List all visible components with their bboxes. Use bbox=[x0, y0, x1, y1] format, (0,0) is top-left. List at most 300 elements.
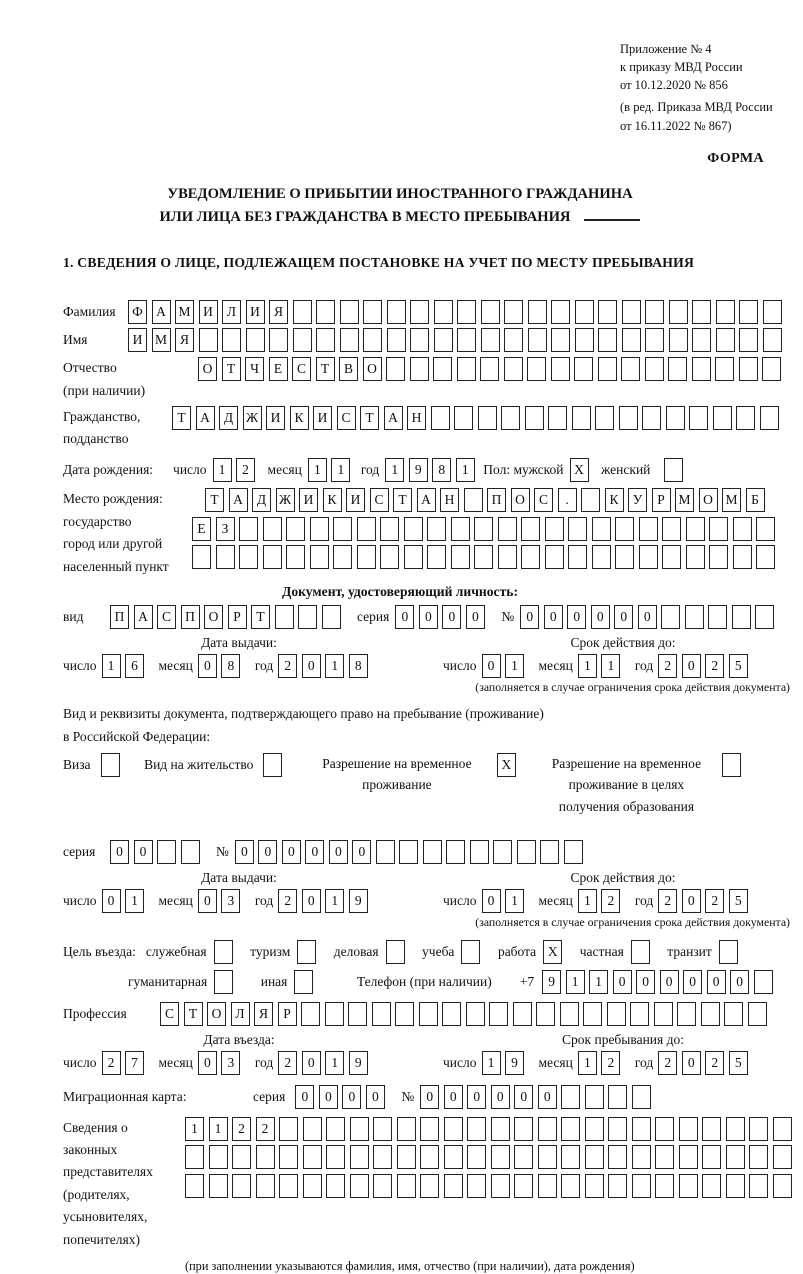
char-cell[interactable] bbox=[632, 1174, 651, 1198]
char-cell[interactable]: 2 bbox=[705, 889, 724, 913]
char-cell[interactable]: 2 bbox=[705, 654, 724, 678]
char-cell[interactable]: М bbox=[175, 300, 194, 324]
char-cell[interactable] bbox=[669, 300, 688, 324]
char-cell[interactable]: Т bbox=[393, 488, 412, 512]
char-cell[interactable] bbox=[661, 605, 680, 629]
char-cell[interactable]: 0 bbox=[302, 889, 321, 913]
char-cell[interactable]: 0 bbox=[482, 889, 501, 913]
char-cell[interactable] bbox=[632, 1117, 651, 1141]
char-cell[interactable] bbox=[498, 517, 517, 541]
char-cell[interactable] bbox=[538, 1174, 557, 1198]
char-cell[interactable] bbox=[685, 605, 704, 629]
char-cell[interactable]: 7 bbox=[125, 1051, 144, 1075]
char-cell[interactable]: А bbox=[134, 605, 153, 629]
char-cell[interactable] bbox=[376, 840, 395, 864]
char-cell[interactable] bbox=[263, 545, 282, 569]
char-cell[interactable] bbox=[645, 357, 664, 381]
char-cell[interactable] bbox=[749, 1145, 768, 1169]
char-cell[interactable]: 1 bbox=[505, 654, 524, 678]
char-cell[interactable] bbox=[491, 1145, 510, 1169]
char-cell[interactable] bbox=[645, 300, 664, 324]
char-cell[interactable] bbox=[692, 357, 711, 381]
char-cell[interactable] bbox=[561, 1145, 580, 1169]
char-cell[interactable]: С bbox=[370, 488, 389, 512]
char-cell[interactable]: И bbox=[266, 406, 285, 430]
char-cell[interactable]: А bbox=[384, 406, 403, 430]
char-cell[interactable] bbox=[444, 1117, 463, 1141]
char-cell[interactable] bbox=[517, 840, 536, 864]
char-cell[interactable]: Л bbox=[222, 300, 241, 324]
char-cell[interactable] bbox=[303, 1117, 322, 1141]
char-cell[interactable] bbox=[326, 1117, 345, 1141]
char-cell[interactable] bbox=[583, 1002, 602, 1026]
char-cell[interactable]: И bbox=[246, 300, 265, 324]
char-cell[interactable] bbox=[316, 328, 335, 352]
char-cell[interactable] bbox=[420, 1117, 439, 1141]
tourism-checkbox[interactable] bbox=[297, 940, 316, 964]
humanitarian-checkbox[interactable] bbox=[214, 970, 233, 994]
char-cell[interactable]: М bbox=[152, 328, 171, 352]
char-cell[interactable] bbox=[748, 1002, 767, 1026]
char-cell[interactable] bbox=[756, 517, 775, 541]
char-cell[interactable] bbox=[310, 517, 329, 541]
char-cell[interactable] bbox=[419, 1002, 438, 1026]
char-cell[interactable] bbox=[726, 1145, 745, 1169]
char-cell[interactable] bbox=[655, 1117, 674, 1141]
char-cell[interactable] bbox=[386, 357, 405, 381]
char-cell[interactable]: 9 bbox=[409, 458, 428, 482]
char-cell[interactable] bbox=[504, 328, 523, 352]
char-cell[interactable] bbox=[350, 1174, 369, 1198]
char-cell[interactable] bbox=[357, 517, 376, 541]
char-cell[interactable] bbox=[608, 1145, 627, 1169]
business-checkbox[interactable] bbox=[386, 940, 405, 964]
char-cell[interactable]: 0 bbox=[613, 970, 632, 994]
char-cell[interactable] bbox=[395, 1002, 414, 1026]
char-cell[interactable] bbox=[575, 328, 594, 352]
char-cell[interactable]: 2 bbox=[236, 458, 255, 482]
char-cell[interactable]: 0 bbox=[395, 605, 414, 629]
char-cell[interactable]: 0 bbox=[482, 654, 501, 678]
char-cell[interactable]: Ф bbox=[128, 300, 147, 324]
char-cell[interactable]: И bbox=[299, 488, 318, 512]
sex-female-checkbox[interactable] bbox=[664, 458, 683, 482]
char-cell[interactable]: 1 bbox=[325, 889, 344, 913]
char-cell[interactable]: Т bbox=[205, 488, 224, 512]
char-cell[interactable] bbox=[548, 406, 567, 430]
char-cell[interactable]: Т bbox=[172, 406, 191, 430]
char-cell[interactable]: С bbox=[534, 488, 553, 512]
char-cell[interactable] bbox=[451, 517, 470, 541]
char-cell[interactable] bbox=[679, 1145, 698, 1169]
char-cell[interactable] bbox=[585, 1085, 604, 1109]
char-cell[interactable] bbox=[464, 488, 483, 512]
char-cell[interactable]: 1 bbox=[325, 654, 344, 678]
char-cell[interactable]: 2 bbox=[256, 1117, 275, 1141]
char-cell[interactable] bbox=[749, 1117, 768, 1141]
char-cell[interactable]: Л bbox=[231, 1002, 250, 1026]
char-cell[interactable]: 8 bbox=[221, 654, 240, 678]
char-cell[interactable] bbox=[446, 840, 465, 864]
char-cell[interactable] bbox=[420, 1174, 439, 1198]
char-cell[interactable] bbox=[493, 840, 512, 864]
char-cell[interactable] bbox=[686, 545, 705, 569]
char-cell[interactable]: 3 bbox=[221, 1051, 240, 1075]
char-cell[interactable]: 2 bbox=[278, 1051, 297, 1075]
char-cell[interactable]: 0 bbox=[134, 840, 153, 864]
char-cell[interactable] bbox=[399, 840, 418, 864]
char-cell[interactable] bbox=[545, 545, 564, 569]
char-cell[interactable]: 0 bbox=[235, 840, 254, 864]
char-cell[interactable] bbox=[654, 1002, 673, 1026]
char-cell[interactable] bbox=[525, 406, 544, 430]
char-cell[interactable] bbox=[480, 357, 499, 381]
char-cell[interactable]: Т bbox=[184, 1002, 203, 1026]
char-cell[interactable] bbox=[739, 357, 758, 381]
char-cell[interactable] bbox=[474, 517, 493, 541]
char-cell[interactable] bbox=[209, 1145, 228, 1169]
temporary-residence-checkbox[interactable]: X bbox=[497, 753, 516, 777]
char-cell[interactable]: 8 bbox=[349, 654, 368, 678]
char-cell[interactable]: 1 bbox=[102, 654, 121, 678]
char-cell[interactable] bbox=[444, 1174, 463, 1198]
char-cell[interactable]: Е bbox=[269, 357, 288, 381]
char-cell[interactable] bbox=[325, 1002, 344, 1026]
char-cell[interactable] bbox=[615, 545, 634, 569]
char-cell[interactable] bbox=[592, 545, 611, 569]
char-cell[interactable] bbox=[348, 1002, 367, 1026]
char-cell[interactable] bbox=[639, 545, 658, 569]
char-cell[interactable] bbox=[538, 1145, 557, 1169]
char-cell[interactable] bbox=[716, 300, 735, 324]
char-cell[interactable] bbox=[632, 1145, 651, 1169]
char-cell[interactable]: 0 bbox=[420, 1085, 439, 1109]
char-cell[interactable]: Д bbox=[252, 488, 271, 512]
char-cell[interactable]: 0 bbox=[638, 605, 657, 629]
char-cell[interactable] bbox=[372, 1002, 391, 1026]
char-cell[interactable]: 2 bbox=[232, 1117, 251, 1141]
char-cell[interactable] bbox=[427, 517, 446, 541]
char-cell[interactable] bbox=[662, 517, 681, 541]
char-cell[interactable] bbox=[536, 1002, 555, 1026]
char-cell[interactable] bbox=[726, 1117, 745, 1141]
char-cell[interactable] bbox=[716, 328, 735, 352]
char-cell[interactable] bbox=[551, 300, 570, 324]
char-cell[interactable] bbox=[504, 300, 523, 324]
char-cell[interactable]: А bbox=[417, 488, 436, 512]
char-cell[interactable] bbox=[286, 545, 305, 569]
char-cell[interactable]: 2 bbox=[658, 889, 677, 913]
char-cell[interactable]: 0 bbox=[110, 840, 129, 864]
char-cell[interactable]: 0 bbox=[342, 1085, 361, 1109]
char-cell[interactable] bbox=[702, 1145, 721, 1169]
char-cell[interactable] bbox=[239, 517, 258, 541]
char-cell[interactable] bbox=[773, 1117, 792, 1141]
char-cell[interactable] bbox=[326, 1174, 345, 1198]
char-cell[interactable]: Т bbox=[360, 406, 379, 430]
char-cell[interactable] bbox=[622, 300, 641, 324]
char-cell[interactable]: Д bbox=[219, 406, 238, 430]
char-cell[interactable] bbox=[333, 517, 352, 541]
char-cell[interactable] bbox=[608, 1174, 627, 1198]
char-cell[interactable] bbox=[668, 357, 687, 381]
char-cell[interactable]: 9 bbox=[349, 889, 368, 913]
char-cell[interactable] bbox=[679, 1174, 698, 1198]
char-cell[interactable] bbox=[410, 300, 429, 324]
char-cell[interactable]: 8 bbox=[432, 458, 451, 482]
char-cell[interactable]: 5 bbox=[729, 654, 748, 678]
char-cell[interactable] bbox=[410, 357, 429, 381]
char-cell[interactable] bbox=[702, 1174, 721, 1198]
char-cell[interactable]: Н bbox=[440, 488, 459, 512]
char-cell[interactable]: 1 bbox=[325, 1051, 344, 1075]
char-cell[interactable]: 0 bbox=[567, 605, 586, 629]
char-cell[interactable]: 0 bbox=[682, 889, 701, 913]
char-cell[interactable]: 0 bbox=[682, 1051, 701, 1075]
char-cell[interactable] bbox=[467, 1145, 486, 1169]
char-cell[interactable]: 0 bbox=[198, 1051, 217, 1075]
char-cell[interactable] bbox=[608, 1117, 627, 1141]
char-cell[interactable]: Е bbox=[192, 517, 211, 541]
char-cell[interactable] bbox=[263, 517, 282, 541]
char-cell[interactable]: 1 bbox=[601, 654, 620, 678]
char-cell[interactable] bbox=[373, 1117, 392, 1141]
char-cell[interactable] bbox=[702, 1117, 721, 1141]
char-cell[interactable] bbox=[340, 300, 359, 324]
char-cell[interactable] bbox=[568, 517, 587, 541]
char-cell[interactable] bbox=[442, 1002, 461, 1026]
char-cell[interactable]: 5 bbox=[729, 1051, 748, 1075]
char-cell[interactable]: О bbox=[511, 488, 530, 512]
char-cell[interactable] bbox=[310, 545, 329, 569]
char-cell[interactable] bbox=[540, 840, 559, 864]
char-cell[interactable]: 0 bbox=[329, 840, 348, 864]
char-cell[interactable]: П bbox=[487, 488, 506, 512]
char-cell[interactable] bbox=[763, 328, 782, 352]
char-cell[interactable]: 1 bbox=[566, 970, 585, 994]
char-cell[interactable]: К bbox=[323, 488, 342, 512]
char-cell[interactable]: С bbox=[337, 406, 356, 430]
char-cell[interactable] bbox=[733, 517, 752, 541]
char-cell[interactable] bbox=[598, 300, 617, 324]
char-cell[interactable] bbox=[239, 545, 258, 569]
char-cell[interactable]: 1 bbox=[385, 458, 404, 482]
char-cell[interactable]: 0 bbox=[282, 840, 301, 864]
char-cell[interactable] bbox=[404, 517, 423, 541]
char-cell[interactable]: 0 bbox=[198, 889, 217, 913]
char-cell[interactable] bbox=[444, 1145, 463, 1169]
char-cell[interactable]: 0 bbox=[730, 970, 749, 994]
char-cell[interactable]: А bbox=[229, 488, 248, 512]
char-cell[interactable]: 0 bbox=[302, 1051, 321, 1075]
char-cell[interactable]: 2 bbox=[601, 889, 620, 913]
char-cell[interactable] bbox=[773, 1174, 792, 1198]
char-cell[interactable] bbox=[595, 406, 614, 430]
char-cell[interactable]: 2 bbox=[705, 1051, 724, 1075]
char-cell[interactable] bbox=[181, 840, 200, 864]
study-checkbox[interactable] bbox=[461, 940, 480, 964]
education-residence-checkbox[interactable] bbox=[722, 753, 741, 777]
char-cell[interactable] bbox=[669, 328, 688, 352]
char-cell[interactable]: Р bbox=[652, 488, 671, 512]
char-cell[interactable] bbox=[763, 300, 782, 324]
char-cell[interactable] bbox=[481, 300, 500, 324]
char-cell[interactable]: 0 bbox=[302, 654, 321, 678]
char-cell[interactable] bbox=[514, 1174, 533, 1198]
char-cell[interactable] bbox=[434, 300, 453, 324]
char-cell[interactable]: Т bbox=[316, 357, 335, 381]
char-cell[interactable]: 0 bbox=[366, 1085, 385, 1109]
char-cell[interactable]: 1 bbox=[505, 889, 524, 913]
char-cell[interactable]: 5 bbox=[729, 889, 748, 913]
char-cell[interactable]: Я bbox=[254, 1002, 273, 1026]
char-cell[interactable]: 0 bbox=[466, 605, 485, 629]
char-cell[interactable] bbox=[615, 517, 634, 541]
char-cell[interactable] bbox=[581, 488, 600, 512]
char-cell[interactable] bbox=[316, 300, 335, 324]
char-cell[interactable] bbox=[185, 1174, 204, 1198]
char-cell[interactable] bbox=[269, 328, 288, 352]
char-cell[interactable] bbox=[598, 328, 617, 352]
char-cell[interactable] bbox=[246, 328, 265, 352]
char-cell[interactable] bbox=[350, 1145, 369, 1169]
char-cell[interactable] bbox=[514, 1145, 533, 1169]
char-cell[interactable]: 0 bbox=[683, 970, 702, 994]
visa-checkbox[interactable] bbox=[101, 753, 120, 777]
char-cell[interactable] bbox=[666, 406, 685, 430]
char-cell[interactable]: О bbox=[204, 605, 223, 629]
char-cell[interactable]: 1 bbox=[578, 1051, 597, 1075]
char-cell[interactable]: Т bbox=[251, 605, 270, 629]
char-cell[interactable]: М bbox=[722, 488, 741, 512]
char-cell[interactable]: 2 bbox=[278, 889, 297, 913]
char-cell[interactable]: 1 bbox=[209, 1117, 228, 1141]
char-cell[interactable] bbox=[551, 328, 570, 352]
char-cell[interactable]: 0 bbox=[352, 840, 371, 864]
official-checkbox[interactable] bbox=[214, 940, 233, 964]
char-cell[interactable] bbox=[521, 545, 540, 569]
char-cell[interactable] bbox=[470, 840, 489, 864]
char-cell[interactable]: П bbox=[181, 605, 200, 629]
char-cell[interactable] bbox=[632, 1085, 651, 1109]
char-cell[interactable] bbox=[655, 1145, 674, 1169]
char-cell[interactable] bbox=[561, 1174, 580, 1198]
char-cell[interactable]: С bbox=[160, 1002, 179, 1026]
char-cell[interactable] bbox=[592, 517, 611, 541]
char-cell[interactable] bbox=[322, 605, 341, 629]
char-cell[interactable] bbox=[451, 545, 470, 569]
char-cell[interactable]: 1 bbox=[185, 1117, 204, 1141]
char-cell[interactable]: 9 bbox=[505, 1051, 524, 1075]
char-cell[interactable]: К bbox=[605, 488, 624, 512]
char-cell[interactable]: 9 bbox=[349, 1051, 368, 1075]
char-cell[interactable] bbox=[528, 300, 547, 324]
char-cell[interactable] bbox=[574, 357, 593, 381]
char-cell[interactable] bbox=[521, 517, 540, 541]
char-cell[interactable]: И bbox=[313, 406, 332, 430]
char-cell[interactable]: 0 bbox=[295, 1085, 314, 1109]
char-cell[interactable]: Р bbox=[228, 605, 247, 629]
char-cell[interactable]: Ж bbox=[243, 406, 262, 430]
char-cell[interactable]: 0 bbox=[520, 605, 539, 629]
char-cell[interactable] bbox=[298, 605, 317, 629]
char-cell[interactable] bbox=[397, 1117, 416, 1141]
char-cell[interactable]: 0 bbox=[319, 1085, 338, 1109]
sex-male-checkbox[interactable]: X bbox=[570, 458, 589, 482]
char-cell[interactable] bbox=[733, 545, 752, 569]
char-cell[interactable] bbox=[749, 1174, 768, 1198]
work-checkbox[interactable]: X bbox=[543, 940, 562, 964]
char-cell[interactable]: 0 bbox=[707, 970, 726, 994]
char-cell[interactable] bbox=[423, 840, 442, 864]
char-cell[interactable]: П bbox=[110, 605, 129, 629]
char-cell[interactable] bbox=[639, 517, 658, 541]
char-cell[interactable] bbox=[514, 1117, 533, 1141]
char-cell[interactable] bbox=[621, 357, 640, 381]
char-cell[interactable] bbox=[192, 545, 211, 569]
char-cell[interactable]: 2 bbox=[658, 654, 677, 678]
residence-permit-checkbox[interactable] bbox=[263, 753, 282, 777]
char-cell[interactable]: Н bbox=[407, 406, 426, 430]
char-cell[interactable] bbox=[689, 406, 708, 430]
char-cell[interactable] bbox=[760, 406, 779, 430]
char-cell[interactable] bbox=[466, 1002, 485, 1026]
char-cell[interactable] bbox=[642, 406, 661, 430]
char-cell[interactable] bbox=[608, 1085, 627, 1109]
char-cell[interactable] bbox=[739, 300, 758, 324]
char-cell[interactable]: Ч bbox=[245, 357, 264, 381]
char-cell[interactable]: В bbox=[339, 357, 358, 381]
char-cell[interactable] bbox=[397, 1145, 416, 1169]
char-cell[interactable]: 0 bbox=[591, 605, 610, 629]
char-cell[interactable] bbox=[504, 357, 523, 381]
char-cell[interactable] bbox=[256, 1174, 275, 1198]
char-cell[interactable] bbox=[679, 1117, 698, 1141]
char-cell[interactable] bbox=[256, 1145, 275, 1169]
char-cell[interactable] bbox=[736, 406, 755, 430]
char-cell[interactable] bbox=[454, 406, 473, 430]
char-cell[interactable]: 0 bbox=[514, 1085, 533, 1109]
char-cell[interactable]: М bbox=[675, 488, 694, 512]
char-cell[interactable] bbox=[572, 406, 591, 430]
char-cell[interactable]: И bbox=[128, 328, 147, 352]
char-cell[interactable]: 0 bbox=[660, 970, 679, 994]
char-cell[interactable]: 0 bbox=[258, 840, 277, 864]
char-cell[interactable] bbox=[293, 300, 312, 324]
char-cell[interactable]: О bbox=[699, 488, 718, 512]
char-cell[interactable] bbox=[686, 517, 705, 541]
char-cell[interactable] bbox=[232, 1174, 251, 1198]
char-cell[interactable] bbox=[410, 328, 429, 352]
char-cell[interactable]: А bbox=[152, 300, 171, 324]
char-cell[interactable] bbox=[692, 300, 711, 324]
char-cell[interactable] bbox=[431, 406, 450, 430]
char-cell[interactable] bbox=[275, 605, 294, 629]
char-cell[interactable]: С bbox=[292, 357, 311, 381]
char-cell[interactable] bbox=[209, 1174, 228, 1198]
char-cell[interactable] bbox=[619, 406, 638, 430]
char-cell[interactable] bbox=[501, 406, 520, 430]
char-cell[interactable] bbox=[457, 328, 476, 352]
char-cell[interactable] bbox=[340, 328, 359, 352]
char-cell[interactable]: З bbox=[216, 517, 235, 541]
char-cell[interactable]: И bbox=[346, 488, 365, 512]
char-cell[interactable] bbox=[732, 605, 751, 629]
char-cell[interactable] bbox=[481, 328, 500, 352]
char-cell[interactable] bbox=[677, 1002, 696, 1026]
char-cell[interactable] bbox=[404, 545, 423, 569]
char-cell[interactable] bbox=[551, 357, 570, 381]
